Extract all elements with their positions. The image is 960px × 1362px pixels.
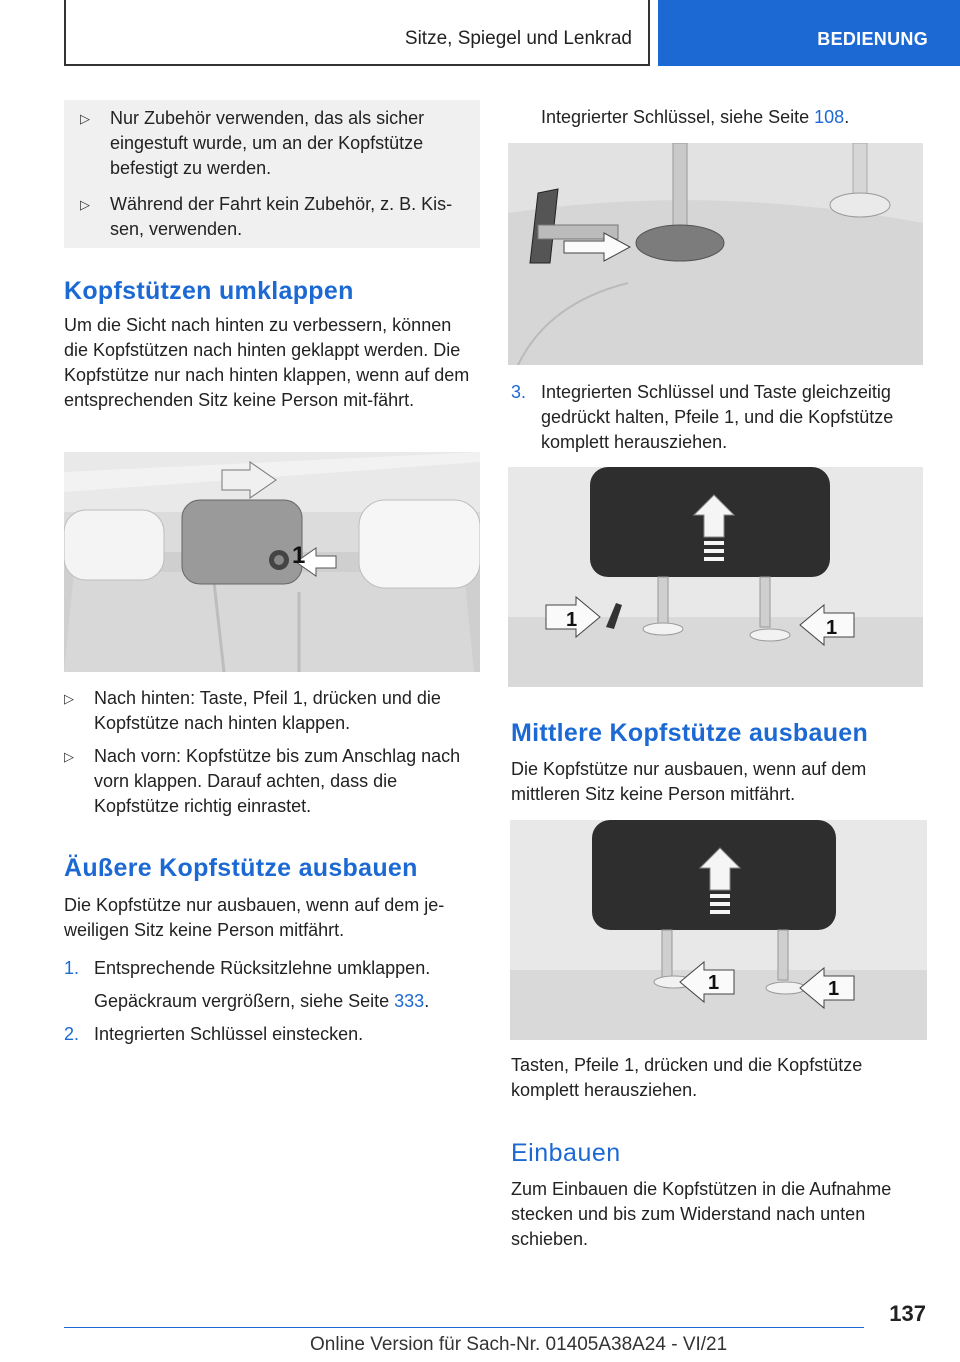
safety-note-box [64,100,480,248]
fold-bullet: ▷ Nach vorn: Kopfstütze bis zum Anschlag nach vorn klappen. Darauf achten, dass die Kopfstütze richtig einrastet. [64,746,461,816]
bullet-triangle-icon: ▷ [80,197,90,212]
step-number: 1. [64,958,80,978]
footer-divider [64,1327,864,1328]
fold-intro-text: Um die Sicht nach hinten zu verbessern, können die Kopfstützen nach hinten geklappt werden. Die Kopfstütze nur nach hinten klappen, wenn auf dem entsprechenden Sitz keine Person mit-fährt. [64,315,470,410]
fold-bullet: ▷ Nach hinten: Taste, Pfeil 1, drücken und die Kopfstütze nach hinten klappen. [64,688,441,733]
middle-after-text: Tasten, Pfeile 1, drücken und die Kopfstütze komplett herausziehen. [511,1055,863,1100]
headrest-remove-illustration [508,467,923,687]
bullet-triangle-icon: ▷ [64,749,74,764]
outer-intro-text: Die Kopfstütze nur ausbauen, wenn auf dem je-weiligen Sitz keine Person mitfährt. [64,895,445,940]
section-title-middle: Mittlere Kopfstütze ausbauen [511,719,869,747]
key-insert-illustration [508,143,923,365]
install-text: Zum Einbauen die Kopfstützen in die Aufnahme stecken und bis zum Widerstand nach unten schieben. [511,1179,892,1249]
callout-number: 1 [828,978,840,1000]
outer-step-subtext: Gepäckraum vergrößern, siehe Seite 333. [94,991,430,1011]
header-section-box [64,0,650,66]
section-title-outer: Äußere Kopfstütze ausbauen [64,854,418,882]
section-title-install: Einbauen [511,1139,621,1167]
step-number: 2. [64,1024,80,1044]
key-reference: Integrierter Schlüssel, siehe Seite 108. [541,107,850,127]
page-link-108[interactable]: 108 [814,107,845,127]
bullet-triangle-icon: ▷ [64,691,74,706]
section-title-fold: Kopfstützen umklappen [64,277,354,305]
note-item: ▷ Während der Fahrt kein Zubehör, z. B. Kis-sen, verwenden. [80,194,453,239]
page-link-333[interactable]: 333 [394,991,425,1011]
middle-intro-text: Die Kopfstütze nur ausbauen, wenn auf dem mittleren Sitz keine Person mitfährt. [511,759,867,804]
bullet-triangle-icon: ▷ [80,111,90,126]
outer-step: 1. Entsprechende Rücksitzlehne umklappen. [64,956,480,981]
step-number: 3. [511,382,527,402]
middle-headrest-illustration [510,820,927,1040]
callout-number: 1 [708,972,720,994]
headrest-fold-illustration [64,452,480,672]
note-item: ▷ Nur Zubehör verwenden, das als sicher eingestuft wurde, um an der Kopfstütze befestigt zu werden. [80,108,425,178]
callout-number: 1 [826,617,838,639]
footer-text: Online Version für Sach-Nr. 01405A38A24 - VI/21 [310,1334,728,1355]
page-number: 137 [889,1301,926,1326]
header-chapter-label: BEDIENUNG [817,29,928,49]
outer-step: 2. Integrierten Schlüssel einstecken. [64,1022,480,1047]
callout-number: 1 [566,609,578,631]
header-chapter-tab[interactable] [658,0,960,66]
step-3: 3. Integrierten Schlüssel und Taste gleichzeitig gedrückt halten, Pfeile 1, und die Kopfstütze komplett herausziehen. [511,382,894,452]
header-section-title: Sitze, Spiegel und Lenkrad [404,28,632,49]
callout-number: 1 [292,542,306,569]
